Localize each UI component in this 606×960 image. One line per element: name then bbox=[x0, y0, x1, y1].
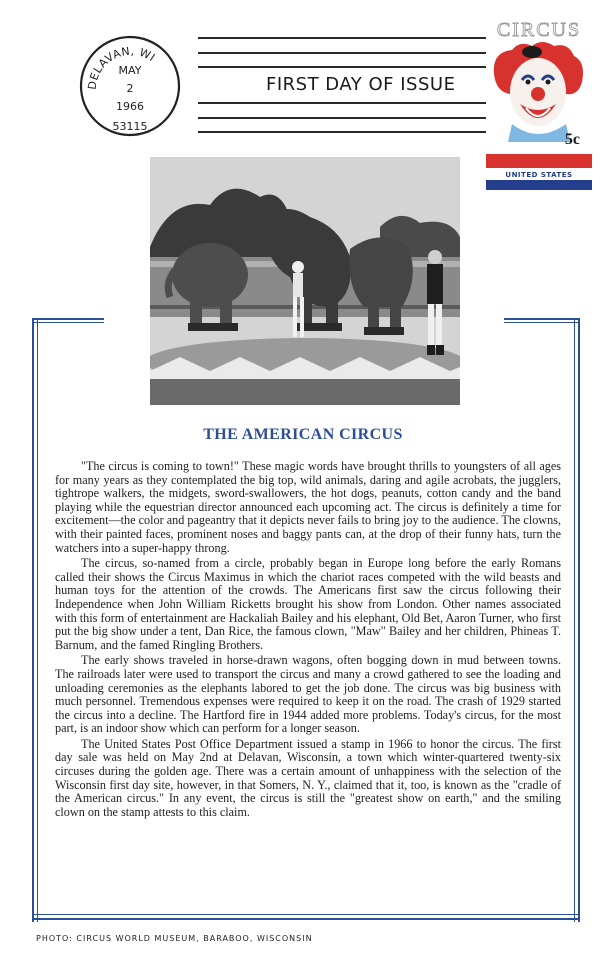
cancel-line bbox=[198, 52, 490, 54]
article-paragraph: The circus, so-named from a circle, probably began in Europe long before the early Romans called their shows the Circus Maximus in which the chariot races competed with the wild beasts and human toys for the attention of the crowds. The Americans first saw the circus following their Independence when John William Ricketts brought his show from London. Other names associated with this form of entertainment are Hackaliah Bailey and his elephant, Old Bet, Aaron Turner, who first put the big show under a tent, Dan Rice, the famous clown, "Maw" Bailey and her children, Phineas T. Barnum, and the famed Ringling Brothers. bbox=[55, 556, 561, 652]
postmark bbox=[78, 34, 182, 138]
border-right bbox=[578, 318, 580, 922]
postmark-day: 2 bbox=[126, 82, 134, 95]
clown-stamp-icon bbox=[486, 12, 592, 190]
clown-stamp bbox=[486, 12, 592, 190]
article-paragraph: The early shows traveled in horse-drawn wagons, often bogging down in mud between towns. The railroads later were used to transport the circus and many a crowd gathered to see the loading and unloading ceremonies as the elephants labored to get the job done. The circus was big business with much personnel. Tremendous expenses were required to keep it on the road. The crash of 1929 started the circus into a decline. The Hartford fire in 1944 added more problems. Today's circus, for the most part, is an indoor show which can perform for a longer season. bbox=[55, 653, 561, 736]
border-top-left bbox=[32, 318, 104, 320]
border-left bbox=[32, 318, 34, 922]
first-day-title: FIRST DAY OF ISSUE bbox=[266, 74, 456, 95]
border-left-inner bbox=[37, 318, 38, 922]
stamp-label: CIRCUS bbox=[496, 19, 582, 41]
cancel-line bbox=[198, 117, 490, 119]
border-top-right bbox=[504, 318, 580, 320]
elephant-photo-icon bbox=[150, 157, 460, 405]
postmark-city: DELAVAN, WI bbox=[85, 44, 158, 91]
article-paragraph: "The circus is coming to town!" These magic words have brought thrills to youngsters of all ages for many years as they contemplated the big top, wild animals, daring and agile acrobats, the jugglers, tightrope walkers, the midgets, sword-swallowers, the hot dogs, peanuts, cotton candy and the band playing while the equestrian director announced each upcoming act. The circus is definitely a time for excitement—the color and pageantry that it depicts never fails to bring joy to the audience. The clowns, with their painted faces, prominent noses and baggy pants can, at the drop of their funny hats, turn the watchers into a super-happy throng. bbox=[55, 459, 561, 555]
postmark-zip: 53115 bbox=[112, 120, 148, 133]
photo-credit: PHOTO: CIRCUS WORLD MUSEUM, BARABOO, WISCONSIN bbox=[36, 934, 313, 943]
postmark-circle-icon bbox=[78, 34, 182, 138]
cancel-line bbox=[198, 102, 490, 104]
article-title: THE AMERICAN CIRCUS bbox=[203, 426, 403, 443]
postmark-month: MAY bbox=[118, 64, 142, 77]
border-top-left-inner bbox=[32, 322, 104, 323]
border-bottom-inner bbox=[32, 914, 580, 915]
article-paragraph: The United States Post Office Department issued a stamp in 1966 to honor the circus. The first day sale was held on May 2nd at Delavan, Wisconsin, a town which winter-quartered twenty-six circuses during the golden age. There was a certain amount of unhappiness with the selection of the Wisconsin first day site, however, in that Somers, N. Y., claimed that it, too, is known as the "cradle of the American circus." In any event, the circus is still the "greatest show on earth," and the smiling clown on the stamp attests to this claim. bbox=[55, 736, 561, 819]
cancel-line bbox=[198, 66, 490, 68]
border-top-right-inner bbox=[504, 322, 580, 323]
stamp-denomination: 5c bbox=[564, 131, 580, 148]
postmark-year: 1966 bbox=[116, 100, 144, 113]
elephant-photo bbox=[150, 157, 460, 405]
stamp-country: UNITED STATES bbox=[505, 171, 573, 179]
cancel-line bbox=[198, 131, 490, 133]
article-body bbox=[55, 460, 561, 821]
cancel-line bbox=[198, 37, 490, 39]
border-bottom bbox=[32, 918, 580, 920]
border-right-inner bbox=[574, 318, 575, 922]
